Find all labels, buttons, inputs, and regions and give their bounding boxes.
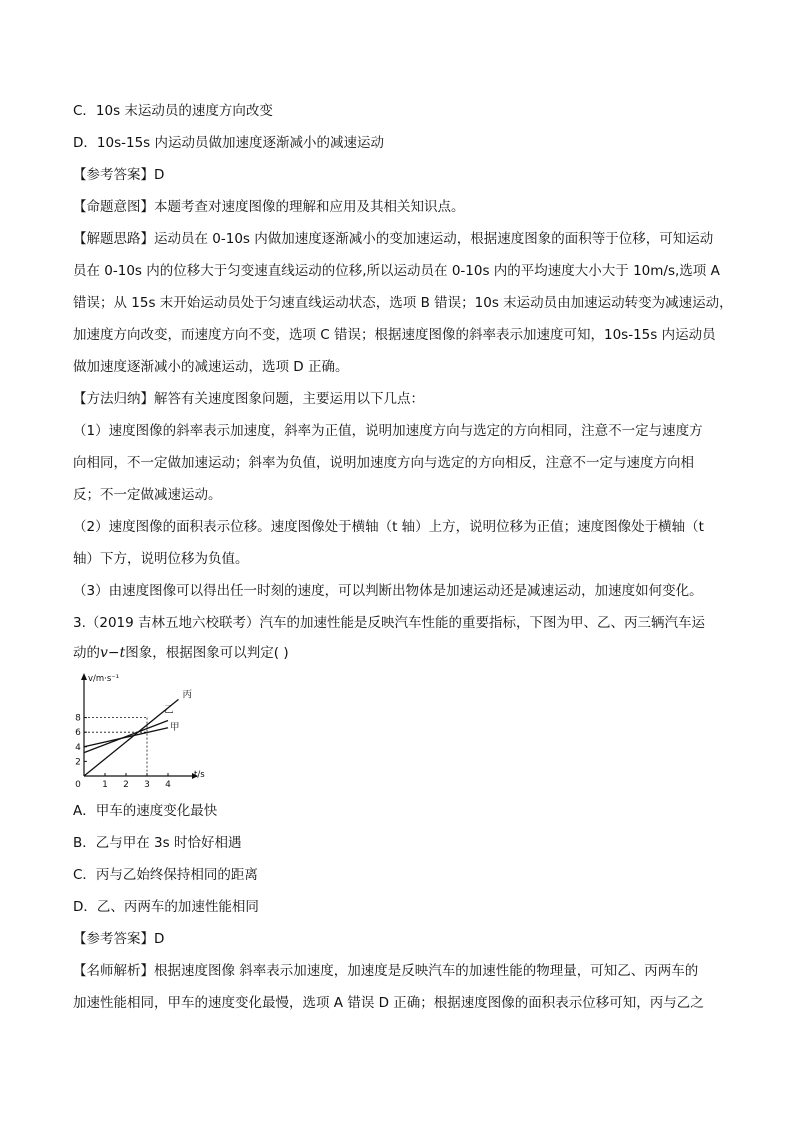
- stem-text: 图象，根据图象可以判定( ): [125, 645, 289, 661]
- y-tick-label: 6: [75, 728, 81, 739]
- reference-answer: 【参考答案】D: [73, 931, 165, 947]
- option-c: C．丙与乙始终保持相同的距离: [73, 867, 258, 883]
- option-b: B．乙与甲在 3s 时恰好相遇: [73, 835, 242, 851]
- question-intent: 【命题意图】本题考查对速度图像的理解和应用及其相关知识点。: [73, 199, 465, 215]
- stem-formula: v−t: [100, 645, 126, 661]
- vt-chart-svg: [70, 670, 205, 792]
- analysis-line: 员在 0-10s 内的位移大于匀变速直线运动的位移,所以运动员在 0-10s 内的平均速度大小大于 10m/s,选项 A: [73, 263, 720, 279]
- option-c: C．10s 末运动员的速度方向改变: [73, 103, 273, 119]
- series-label: 甲: [170, 721, 180, 733]
- x-axis-label: t/s: [194, 770, 205, 780]
- teacher-analysis-line: 【名师解析】根据速度图像 斜率表示加速度，加速度是反映汽车的加速性能的物理量，可知乙、丙两车的: [73, 963, 699, 979]
- y-tick-label: 8: [75, 713, 81, 724]
- method-line: （2）速度图像的面积表示位移。速度图像处于横轴（t 轴）上方，说明位移为正值；速度图像处于横轴（t: [73, 519, 704, 535]
- reference-answer: 【参考答案】D: [73, 167, 165, 183]
- series-line-乙: [84, 721, 168, 753]
- series-line-甲: [84, 728, 168, 747]
- y-axis-label: v/m·s⁻¹: [88, 674, 120, 684]
- teacher-analysis-line: 加速性能相同，甲车的速度变化最慢，选项 A 错误 D 正确；根据速度图像的面积表示位移可知，丙与乙之: [73, 995, 704, 1011]
- method-line: 向相同，不一定做加速运动；斜率为负值，说明加速度方向与选定的方向相反，注意不一定与速度方向相: [73, 455, 694, 471]
- x-tick-label: 1: [102, 780, 108, 790]
- x-tick-label: 3: [144, 780, 150, 790]
- method-line: 【方法归纳】解答有关速度图象问题，主要运用以下几点：: [73, 391, 424, 407]
- analysis-line: 做加速度逐渐减小的减速运动，选项 D 正确。: [73, 359, 349, 375]
- analysis-line: 【解题思路】运动员在 0-10s 内做加速度逐渐减小的变加速运动，根据速度图象的面积等于位移，可知运动: [73, 231, 714, 247]
- analysis-line: 错误；从 15s 末开始运动员处于匀速直线运动状态，选项 B 错误；10s 末运动员由加速运动转变为减速运动，: [73, 295, 733, 311]
- x-tick-label: 0: [75, 780, 81, 790]
- question-stem: 3.（2019 吉林五地六校联考）汽车的加速性能是反映汽车性能的重要指标，下图为甲、乙、丙三辆汽车运: [73, 615, 706, 631]
- y-tick-label: 4: [75, 742, 81, 753]
- y-axis-arrow: [81, 673, 87, 680]
- x-tick-label: 2: [123, 780, 129, 790]
- x-tick-label: 4: [165, 780, 171, 790]
- analysis-line: 加速度方向改变，而速度方向不变，选项 C 错误；根据速度图像的斜率表示加速度可知，10s-15s 内运动员: [73, 327, 716, 343]
- method-line: （1）速度图像的斜率表示加速度，斜率为正值，说明加速度方向与选定的方向相同，注意不一定与速度方: [73, 423, 703, 439]
- method-line: （3）由速度图像可以得出任一时刻的速度，可以判断出物体是加速运动还是减速运动，加速度如何变化。: [73, 583, 703, 599]
- series-label: 乙: [164, 704, 174, 716]
- option-d: D．10s-15s 内运动员做加速度逐渐减小的减速运动: [73, 135, 384, 151]
- option-d: D．乙、丙两车的加速性能相同: [73, 899, 259, 915]
- method-line: 轴）下方，说明位移为负值。: [73, 551, 249, 567]
- method-line: 反；不一定做减速运动。: [73, 487, 222, 503]
- question-stem-line2: [73, 644, 289, 662]
- series-label: 丙: [182, 689, 193, 701]
- y-tick-label: 2: [75, 757, 81, 768]
- stem-text: 动的: [73, 645, 100, 661]
- vt-chart: [70, 670, 205, 792]
- option-a: A．甲车的速度变化最快: [73, 803, 218, 819]
